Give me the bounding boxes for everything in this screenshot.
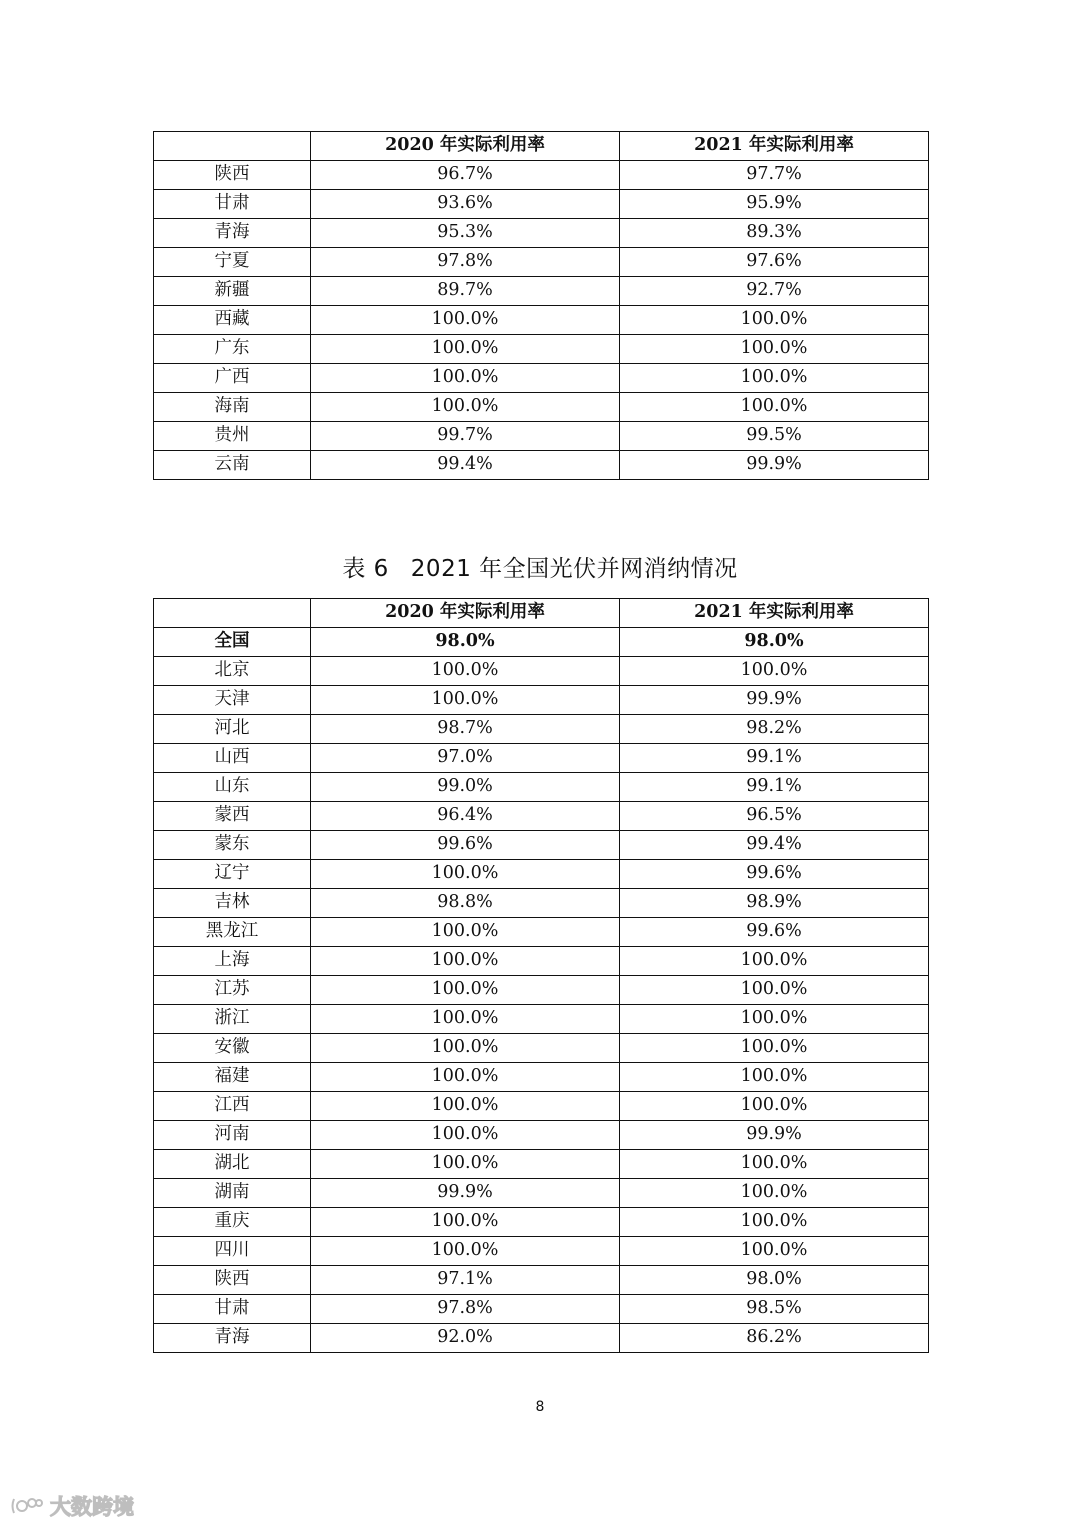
rate-2021-cell: 100.0% — [620, 1208, 929, 1237]
region-cell: 重庆 — [154, 1208, 311, 1237]
region-cell: 贵州 — [154, 422, 311, 451]
rate-2020-cell: 98.8% — [311, 889, 620, 918]
region-cell: 山西 — [154, 744, 311, 773]
rate-2021-cell: 98.0% — [620, 1266, 929, 1295]
rate-2020-cell: 99.6% — [311, 831, 620, 860]
rate-2021-cell: 99.5% — [620, 422, 929, 451]
table-row — [154, 190, 929, 219]
region-cell: 河南 — [154, 1121, 311, 1150]
rate-2020-cell: 100.0% — [311, 393, 620, 422]
page-number: 8 — [535, 1399, 545, 1415]
table-row — [154, 802, 929, 831]
region-cell: 宁夏 — [154, 248, 311, 277]
rate-2021-cell: 100.0% — [620, 1063, 929, 1092]
table-body — [154, 161, 929, 480]
watermark — [10, 1491, 134, 1521]
rate-2020-cell: 89.7% — [311, 277, 620, 306]
rate-2021-cell: 99.6% — [620, 918, 929, 947]
table-row — [154, 773, 929, 802]
table-row — [154, 657, 929, 686]
table-row — [154, 1179, 929, 1208]
table-caption-label: 表 6 — [342, 556, 389, 582]
rate-2021-cell: 100.0% — [620, 947, 929, 976]
table-row — [154, 364, 929, 393]
region-cell: 广东 — [154, 335, 311, 364]
table-row — [154, 422, 929, 451]
table-row — [154, 219, 929, 248]
rate-2021-cell: 99.9% — [620, 686, 929, 715]
table-header-row — [154, 599, 929, 628]
region-cell: 青海 — [154, 1324, 311, 1353]
region-cell: 陕西 — [154, 161, 311, 190]
region-cell: 广西 — [154, 364, 311, 393]
region-cell: 辽宁 — [154, 860, 311, 889]
table-row — [154, 889, 929, 918]
table-row — [154, 277, 929, 306]
region-cell: 黑龙江 — [154, 918, 311, 947]
region-cell: 全国 — [154, 628, 311, 657]
header-2020-rate: 2020 年实际利用率 — [311, 132, 620, 161]
table-row — [154, 306, 929, 335]
rate-2021-cell: 100.0% — [620, 1237, 929, 1266]
rate-2021-cell: 99.1% — [620, 773, 929, 802]
rate-2020-cell: 98.7% — [311, 715, 620, 744]
table-row — [154, 248, 929, 277]
utilization-table-continued — [153, 131, 929, 480]
table-row — [154, 1266, 929, 1295]
rate-2020-cell: 100.0% — [311, 335, 620, 364]
region-cell: 四川 — [154, 1237, 311, 1266]
rate-2020-cell: 100.0% — [311, 364, 620, 393]
table-row — [154, 451, 929, 480]
rate-2021-cell: 100.0% — [620, 364, 929, 393]
table-row — [154, 1121, 929, 1150]
table-row — [154, 1034, 929, 1063]
rate-2021-cell: 95.9% — [620, 190, 929, 219]
rate-2020-cell: 100.0% — [311, 1005, 620, 1034]
rate-2021-cell: 100.0% — [620, 335, 929, 364]
region-cell: 甘肃 — [154, 190, 311, 219]
rate-2021-cell: 98.0% — [620, 628, 929, 657]
region-cell: 蒙西 — [154, 802, 311, 831]
table-row — [154, 831, 929, 860]
header-region — [154, 599, 311, 628]
rate-2020-cell: 100.0% — [311, 918, 620, 947]
region-cell: 安徽 — [154, 1034, 311, 1063]
rate-2020-cell: 95.3% — [311, 219, 620, 248]
region-cell: 甘肃 — [154, 1295, 311, 1324]
rate-2020-cell: 97.8% — [311, 1295, 620, 1324]
rate-2020-cell: 100.0% — [311, 306, 620, 335]
table-row — [154, 1324, 929, 1353]
rate-2021-cell: 100.0% — [620, 1034, 929, 1063]
table-body — [154, 628, 929, 1353]
pv-grid-utilization-table — [153, 598, 929, 1353]
rate-2020-cell: 100.0% — [311, 947, 620, 976]
region-cell: 江西 — [154, 1092, 311, 1121]
region-cell: 云南 — [154, 451, 311, 480]
rate-2021-cell: 97.6% — [620, 248, 929, 277]
region-cell: 吉林 — [154, 889, 311, 918]
rate-2020-cell: 99.0% — [311, 773, 620, 802]
table-row — [154, 1295, 929, 1324]
rate-2020-cell: 99.9% — [311, 1179, 620, 1208]
table-row — [154, 393, 929, 422]
rate-2020-cell: 100.0% — [311, 1208, 620, 1237]
table-row — [154, 744, 929, 773]
watermark-logo-icon — [10, 1495, 44, 1517]
table-caption — [0, 550, 1080, 583]
table-row — [154, 335, 929, 364]
table-row — [154, 1092, 929, 1121]
table-row — [154, 715, 929, 744]
region-cell: 新疆 — [154, 277, 311, 306]
rate-2020-cell: 100.0% — [311, 657, 620, 686]
region-cell: 河北 — [154, 715, 311, 744]
region-cell: 海南 — [154, 393, 311, 422]
rate-2021-cell: 98.9% — [620, 889, 929, 918]
rate-2020-cell: 100.0% — [311, 1063, 620, 1092]
rate-2020-cell: 93.6% — [311, 190, 620, 219]
rate-2021-cell: 99.4% — [620, 831, 929, 860]
rate-2020-cell: 96.4% — [311, 802, 620, 831]
table-row — [154, 1150, 929, 1179]
rate-2021-cell: 100.0% — [620, 1179, 929, 1208]
rate-2020-cell: 97.8% — [311, 248, 620, 277]
rate-2021-cell: 99.1% — [620, 744, 929, 773]
rate-2020-cell: 100.0% — [311, 686, 620, 715]
rate-2020-cell: 99.4% — [311, 451, 620, 480]
region-cell: 陕西 — [154, 1266, 311, 1295]
rate-2020-cell: 97.1% — [311, 1266, 620, 1295]
region-cell: 湖南 — [154, 1179, 311, 1208]
region-cell: 湖北 — [154, 1150, 311, 1179]
region-cell: 浙江 — [154, 1005, 311, 1034]
rate-2020-cell: 100.0% — [311, 1034, 620, 1063]
rate-2021-cell: 98.2% — [620, 715, 929, 744]
rate-2021-cell: 96.5% — [620, 802, 929, 831]
rate-2021-cell: 92.7% — [620, 277, 929, 306]
rate-2020-cell: 96.7% — [311, 161, 620, 190]
table-row — [154, 1208, 929, 1237]
rate-2020-cell: 92.0% — [311, 1324, 620, 1353]
table-row — [154, 947, 929, 976]
rate-2020-cell: 100.0% — [311, 1237, 620, 1266]
rate-2020-cell: 100.0% — [311, 1092, 620, 1121]
table-row — [154, 161, 929, 190]
table-row — [154, 686, 929, 715]
rate-2020-cell: 100.0% — [311, 1150, 620, 1179]
table-row — [154, 860, 929, 889]
rate-2020-cell: 100.0% — [311, 1121, 620, 1150]
rate-2021-cell: 100.0% — [620, 393, 929, 422]
rate-2021-cell: 99.9% — [620, 1121, 929, 1150]
rate-2020-cell: 97.0% — [311, 744, 620, 773]
rate-2021-cell: 100.0% — [620, 1150, 929, 1179]
region-cell: 山东 — [154, 773, 311, 802]
table-row — [154, 918, 929, 947]
table-header-row — [154, 132, 929, 161]
header-2020-rate: 2020 年实际利用率 — [311, 599, 620, 628]
rate-2021-cell: 86.2% — [620, 1324, 929, 1353]
rate-2020-cell: 98.0% — [311, 628, 620, 657]
rate-2021-cell: 100.0% — [620, 1092, 929, 1121]
rate-2021-cell: 100.0% — [620, 1005, 929, 1034]
region-cell: 青海 — [154, 219, 311, 248]
header-2021-rate: 2021 年实际利用率 — [620, 599, 929, 628]
region-cell: 西藏 — [154, 306, 311, 335]
rate-2021-cell: 98.5% — [620, 1295, 929, 1324]
region-cell: 蒙东 — [154, 831, 311, 860]
rate-2021-cell: 100.0% — [620, 306, 929, 335]
rate-2021-cell: 97.7% — [620, 161, 929, 190]
table-row — [154, 1063, 929, 1092]
rate-2021-cell: 100.0% — [620, 657, 929, 686]
rate-2021-cell: 100.0% — [620, 976, 929, 1005]
table-row — [154, 1237, 929, 1266]
region-cell: 江苏 — [154, 976, 311, 1005]
header-region — [154, 132, 311, 161]
national-total-row — [154, 628, 929, 657]
rate-2020-cell: 99.7% — [311, 422, 620, 451]
rate-2021-cell: 99.6% — [620, 860, 929, 889]
region-cell: 北京 — [154, 657, 311, 686]
rate-2020-cell: 100.0% — [311, 860, 620, 889]
table-row — [154, 1005, 929, 1034]
table-caption-title: 2021 年全国光伏并网消纳情况 — [410, 556, 738, 582]
region-cell: 福建 — [154, 1063, 311, 1092]
rate-2021-cell: 99.9% — [620, 451, 929, 480]
table-row — [154, 976, 929, 1005]
rate-2020-cell: 100.0% — [311, 976, 620, 1005]
region-cell: 上海 — [154, 947, 311, 976]
region-cell: 天津 — [154, 686, 311, 715]
header-2021-rate: 2021 年实际利用率 — [620, 132, 929, 161]
watermark-text: 大数跨境 — [50, 1495, 134, 1519]
rate-2021-cell: 89.3% — [620, 219, 929, 248]
